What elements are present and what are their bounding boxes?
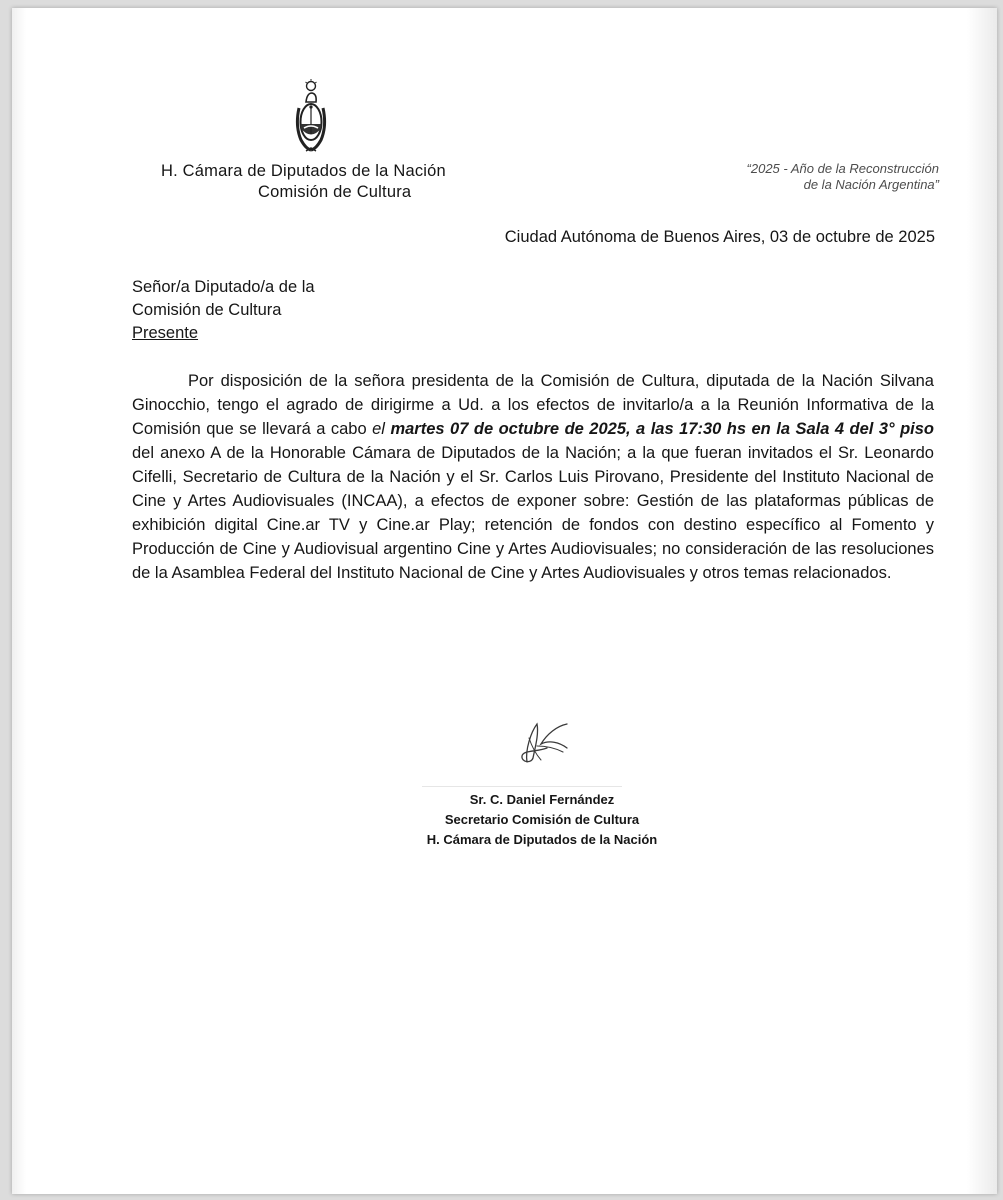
body-details: del anexo A de la Honorable Cámara de Diputados de la Nación; a la que fueran invitados el Sr. Leonardo Cifelli, Secretario de Cultura de la Nación y el Sr. Carlos Luis Pirovano, Presidente del Instituto Nacional de Cine y Artes Audiovisuales (INCAA), a efectos de exponer sobre: Gestión de las plataformas públicas de exhibición digital Cine.ar TV y Cine.ar Play; retención de fondos con destino específico al Fomento y Producción de Cine y Audiovisual argentino Cine y Artes Audiovisuales; no consideración de las resoluciones de la Asamblea Federal del Instituto Nacional de Cine y Artes Audiovisuales y otros temas relacionados. (132, 444, 934, 582)
year-motto-line2: de la Nación Argentina” (803, 177, 939, 192)
handwritten-signature-icon (507, 718, 577, 768)
committee-name: Comisión de Cultura (258, 183, 412, 201)
signature-block (408, 790, 676, 850)
addressee-line2: Comisión de Cultura (132, 301, 282, 319)
year-motto (747, 161, 939, 193)
body-el: el (372, 420, 391, 438)
signatory-name: Sr. C. Daniel Fernández (469, 792, 615, 807)
signature-line (422, 786, 622, 787)
year-motto-line1: “2025 - Año de la Reconstrucción (746, 161, 939, 176)
page-edge-shadow-right (967, 8, 997, 1194)
meeting-datetime-location: martes 07 de octubre de 2025, a las 17:30 hs en la Sala 4 del 3° piso (390, 420, 934, 438)
letter-body (132, 369, 934, 585)
argentine-coat-of-arms-icon (286, 78, 336, 158)
signatory-title: Secretario Comisión de Cultura (444, 812, 640, 827)
page-edge-shadow-left (12, 8, 26, 1194)
addressee-line1: Señor/a Diputado/a de la (132, 278, 315, 296)
document-page (12, 8, 997, 1194)
body-intro: Por disposición de la señora presidenta de la Comisión de Cultura, diputada de la Nación Silvana Ginocchio, tengo el agrado de dirigirme a Ud. a los efectos de invitarlo/a a la Reunión Informativa de la Comisión que se llevará a cabo (132, 372, 934, 438)
addressee-block (132, 276, 315, 345)
letter-date: Ciudad Autónoma de Buenos Aires, 03 de octubre de 2025 (504, 228, 935, 246)
signatory-institution: H. Cámara de Diputados de la Nación (426, 832, 658, 847)
institution-name: H. Cámara de Diputados de la Nación (161, 162, 446, 180)
addressee-presente: Presente (132, 324, 199, 342)
